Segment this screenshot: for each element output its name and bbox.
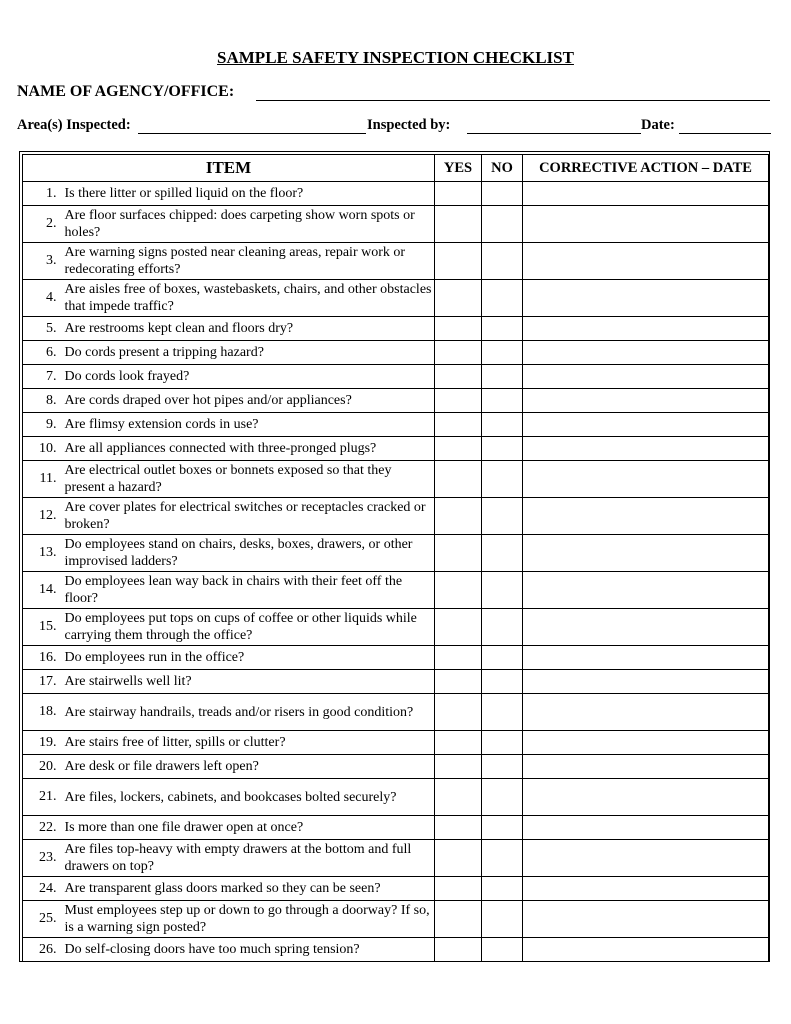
corrective-action-cell[interactable] bbox=[523, 365, 769, 389]
yes-cell[interactable] bbox=[435, 317, 482, 341]
no-cell[interactable] bbox=[482, 341, 523, 365]
item-number: 20. bbox=[23, 755, 61, 779]
corrective-action-cell[interactable] bbox=[523, 731, 769, 755]
inspection-info-row bbox=[17, 117, 771, 137]
yes-cell[interactable] bbox=[435, 206, 482, 243]
yes-cell[interactable] bbox=[435, 816, 482, 840]
no-cell[interactable] bbox=[482, 609, 523, 646]
yes-cell[interactable] bbox=[435, 280, 482, 317]
table-row bbox=[23, 437, 769, 461]
page-title: SAMPLE SAFETY INSPECTION CHECKLIST bbox=[217, 48, 574, 67]
no-cell[interactable] bbox=[482, 694, 523, 731]
no-cell[interactable] bbox=[482, 389, 523, 413]
no-cell[interactable] bbox=[482, 816, 523, 840]
corrective-action-cell[interactable] bbox=[523, 341, 769, 365]
item-number: 16. bbox=[23, 646, 61, 670]
table-row bbox=[23, 317, 769, 341]
item-number: 21. bbox=[23, 779, 61, 816]
item-number: 18. bbox=[23, 694, 61, 731]
item-question: Do self-closing doors have too much spring tension? bbox=[61, 938, 435, 962]
yes-cell[interactable] bbox=[435, 413, 482, 437]
item-question: Are files top-heavy with empty drawers at the bottom and full drawers on top? bbox=[61, 840, 435, 877]
corrective-action-cell[interactable] bbox=[523, 437, 769, 461]
corrective-action-cell[interactable] bbox=[523, 389, 769, 413]
item-question: Are floor surfaces chipped: does carpeting show worn spots or holes? bbox=[61, 206, 435, 243]
item-question: Are desk or file drawers left open? bbox=[61, 755, 435, 779]
corrective-action-cell[interactable] bbox=[523, 280, 769, 317]
inspected-by-label: Inspected by: bbox=[367, 117, 451, 133]
table-row bbox=[23, 670, 769, 694]
corrective-action-cell[interactable] bbox=[523, 535, 769, 572]
yes-cell[interactable] bbox=[435, 938, 482, 962]
item-question: Are stairwells well lit? bbox=[61, 670, 435, 694]
corrective-action-cell[interactable] bbox=[523, 413, 769, 437]
no-cell[interactable] bbox=[482, 437, 523, 461]
item-number: 19. bbox=[23, 731, 61, 755]
agency-input-line[interactable] bbox=[256, 100, 770, 101]
corrective-action-cell[interactable] bbox=[523, 816, 769, 840]
corrective-action-cell[interactable] bbox=[523, 840, 769, 877]
inspected-by-input-line[interactable] bbox=[467, 133, 641, 134]
item-question: Are cords draped over hot pipes and/or appliances? bbox=[61, 389, 435, 413]
yes-cell[interactable] bbox=[435, 389, 482, 413]
no-cell[interactable] bbox=[482, 206, 523, 243]
table-row bbox=[23, 840, 769, 877]
item-question: Are warning signs posted near cleaning areas, repair work or redecorating efforts? bbox=[61, 243, 435, 280]
table-row bbox=[23, 816, 769, 840]
yes-cell[interactable] bbox=[435, 182, 482, 206]
no-header: NO bbox=[482, 155, 523, 182]
table-row bbox=[23, 694, 769, 731]
yes-cell[interactable] bbox=[435, 670, 482, 694]
item-number: 2. bbox=[23, 206, 61, 243]
item-number: 9. bbox=[23, 413, 61, 437]
item-number: 3. bbox=[23, 243, 61, 280]
item-number: 17. bbox=[23, 670, 61, 694]
no-cell[interactable] bbox=[482, 755, 523, 779]
yes-cell[interactable] bbox=[435, 341, 482, 365]
table-header-row bbox=[23, 155, 769, 182]
no-cell[interactable] bbox=[482, 535, 523, 572]
yes-cell[interactable] bbox=[435, 901, 482, 938]
table-row bbox=[23, 938, 769, 962]
item-question: Are restrooms kept clean and floors dry? bbox=[61, 317, 435, 341]
item-number: 23. bbox=[23, 840, 61, 877]
item-question: Do cords present a tripping hazard? bbox=[61, 341, 435, 365]
item-question: Are transparent glass doors marked so they can be seen? bbox=[61, 877, 435, 901]
table-row bbox=[23, 461, 769, 498]
no-cell[interactable] bbox=[482, 670, 523, 694]
yes-cell[interactable] bbox=[435, 877, 482, 901]
no-cell[interactable] bbox=[482, 498, 523, 535]
corrective-action-cell[interactable] bbox=[523, 877, 769, 901]
item-number: 13. bbox=[23, 535, 61, 572]
table-row bbox=[23, 280, 769, 317]
table-row bbox=[23, 389, 769, 413]
yes-cell[interactable] bbox=[435, 572, 482, 609]
item-question: Are all appliances connected with three-pronged plugs? bbox=[61, 437, 435, 461]
corrective-action-cell[interactable] bbox=[523, 755, 769, 779]
no-cell[interactable] bbox=[482, 938, 523, 962]
no-cell[interactable] bbox=[482, 413, 523, 437]
item-question: Are flimsy extension cords in use? bbox=[61, 413, 435, 437]
item-number: 1. bbox=[23, 182, 61, 206]
item-question: Do employees put tops on cups of coffee or other liquids while carrying them through the office? bbox=[61, 609, 435, 646]
yes-cell[interactable] bbox=[435, 243, 482, 280]
corrective-action-cell[interactable] bbox=[523, 694, 769, 731]
item-number: 10. bbox=[23, 437, 61, 461]
item-number: 5. bbox=[23, 317, 61, 341]
item-header: ITEM bbox=[23, 155, 435, 182]
item-question: Do employees stand on chairs, desks, boxes, drawers, or other improvised ladders? bbox=[61, 535, 435, 572]
corrective-action-cell[interactable] bbox=[523, 779, 769, 816]
no-cell[interactable] bbox=[482, 731, 523, 755]
corrective-action-cell[interactable] bbox=[523, 461, 769, 498]
yes-cell[interactable] bbox=[435, 437, 482, 461]
no-cell[interactable] bbox=[482, 877, 523, 901]
no-cell[interactable] bbox=[482, 317, 523, 341]
table-row bbox=[23, 731, 769, 755]
item-question: Are cover plates for electrical switches or receptacles cracked or broken? bbox=[61, 498, 435, 535]
item-question: Are aisles free of boxes, wastebaskets, chairs, and other obstacles that impede traffic? bbox=[61, 280, 435, 317]
item-question: Do employees lean way back in chairs with their feet off the floor? bbox=[61, 572, 435, 609]
item-number: 24. bbox=[23, 877, 61, 901]
corrective-action-cell[interactable] bbox=[523, 243, 769, 280]
table-row bbox=[23, 901, 769, 938]
table-row bbox=[23, 646, 769, 670]
corrective-action-cell[interactable] bbox=[523, 901, 769, 938]
item-question: Are electrical outlet boxes or bonnets exposed so that they present a hazard? bbox=[61, 461, 435, 498]
no-cell[interactable] bbox=[482, 182, 523, 206]
corrective-action-cell[interactable] bbox=[523, 609, 769, 646]
table-row bbox=[23, 779, 769, 816]
item-question: Is there litter or spilled liquid on the floor? bbox=[61, 182, 435, 206]
no-cell[interactable] bbox=[482, 243, 523, 280]
corrective-action-cell[interactable] bbox=[523, 317, 769, 341]
corrective-action-cell[interactable] bbox=[523, 670, 769, 694]
table-row bbox=[23, 365, 769, 389]
no-cell[interactable] bbox=[482, 572, 523, 609]
no-cell[interactable] bbox=[482, 901, 523, 938]
table-row bbox=[23, 877, 769, 901]
table-row bbox=[23, 206, 769, 243]
item-question: Must employees step up or down to go through a doorway? If so, is a warning sign posted? bbox=[61, 901, 435, 938]
date-label: Date: bbox=[641, 117, 675, 133]
checklist-table bbox=[22, 154, 769, 962]
corrective-action-cell[interactable] bbox=[523, 498, 769, 535]
yes-cell[interactable] bbox=[435, 731, 482, 755]
item-question: Do employees run in the office? bbox=[61, 646, 435, 670]
item-number: 26. bbox=[23, 938, 61, 962]
yes-cell[interactable] bbox=[435, 694, 482, 731]
item-question: Are files, lockers, cabinets, and bookcases bolted securely? bbox=[61, 779, 435, 816]
item-question: Are stairs free of litter, spills or clutter? bbox=[61, 731, 435, 755]
item-number: 11. bbox=[23, 461, 61, 498]
no-cell[interactable] bbox=[482, 646, 523, 670]
no-cell[interactable] bbox=[482, 779, 523, 816]
yes-cell[interactable] bbox=[435, 779, 482, 816]
corrective-action-cell[interactable] bbox=[523, 182, 769, 206]
yes-cell[interactable] bbox=[435, 461, 482, 498]
table-row bbox=[23, 572, 769, 609]
table-row bbox=[23, 535, 769, 572]
corrective-action-header: CORRECTIVE ACTION – DATE bbox=[523, 155, 769, 182]
corrective-action-cell[interactable] bbox=[523, 572, 769, 609]
table-row bbox=[23, 341, 769, 365]
yes-header: YES bbox=[435, 155, 482, 182]
no-cell[interactable] bbox=[482, 461, 523, 498]
yes-cell[interactable] bbox=[435, 840, 482, 877]
table-row bbox=[23, 243, 769, 280]
corrective-action-cell[interactable] bbox=[523, 646, 769, 670]
item-number: 7. bbox=[23, 365, 61, 389]
no-cell[interactable] bbox=[482, 840, 523, 877]
corrective-action-cell[interactable] bbox=[523, 938, 769, 962]
table-row bbox=[23, 755, 769, 779]
item-number: 22. bbox=[23, 816, 61, 840]
item-question: Do cords look frayed? bbox=[61, 365, 435, 389]
item-question: Is more than one file drawer open at once? bbox=[61, 816, 435, 840]
item-question: Are stairway handrails, treads and/or risers in good condition? bbox=[61, 694, 435, 731]
yes-cell[interactable] bbox=[435, 755, 482, 779]
date-input-line[interactable] bbox=[679, 133, 771, 134]
yes-cell[interactable] bbox=[435, 365, 482, 389]
table-row bbox=[23, 182, 769, 206]
yes-cell[interactable] bbox=[435, 498, 482, 535]
yes-cell[interactable] bbox=[435, 535, 482, 572]
areas-label: Area(s) Inspected: bbox=[17, 117, 131, 133]
no-cell[interactable] bbox=[482, 280, 523, 317]
table-row bbox=[23, 498, 769, 535]
item-number: 15. bbox=[23, 609, 61, 646]
item-number: 4. bbox=[23, 280, 61, 317]
yes-cell[interactable] bbox=[435, 609, 482, 646]
agency-label: NAME OF AGENCY/OFFICE: bbox=[17, 83, 235, 100]
no-cell[interactable] bbox=[482, 365, 523, 389]
table-row bbox=[23, 609, 769, 646]
item-number: 6. bbox=[23, 341, 61, 365]
corrective-action-cell[interactable] bbox=[523, 206, 769, 243]
item-number: 14. bbox=[23, 572, 61, 609]
item-number: 25. bbox=[23, 901, 61, 938]
item-number: 12. bbox=[23, 498, 61, 535]
table-row bbox=[23, 413, 769, 437]
yes-cell[interactable] bbox=[435, 646, 482, 670]
areas-input-line[interactable] bbox=[138, 133, 366, 134]
item-number: 8. bbox=[23, 389, 61, 413]
